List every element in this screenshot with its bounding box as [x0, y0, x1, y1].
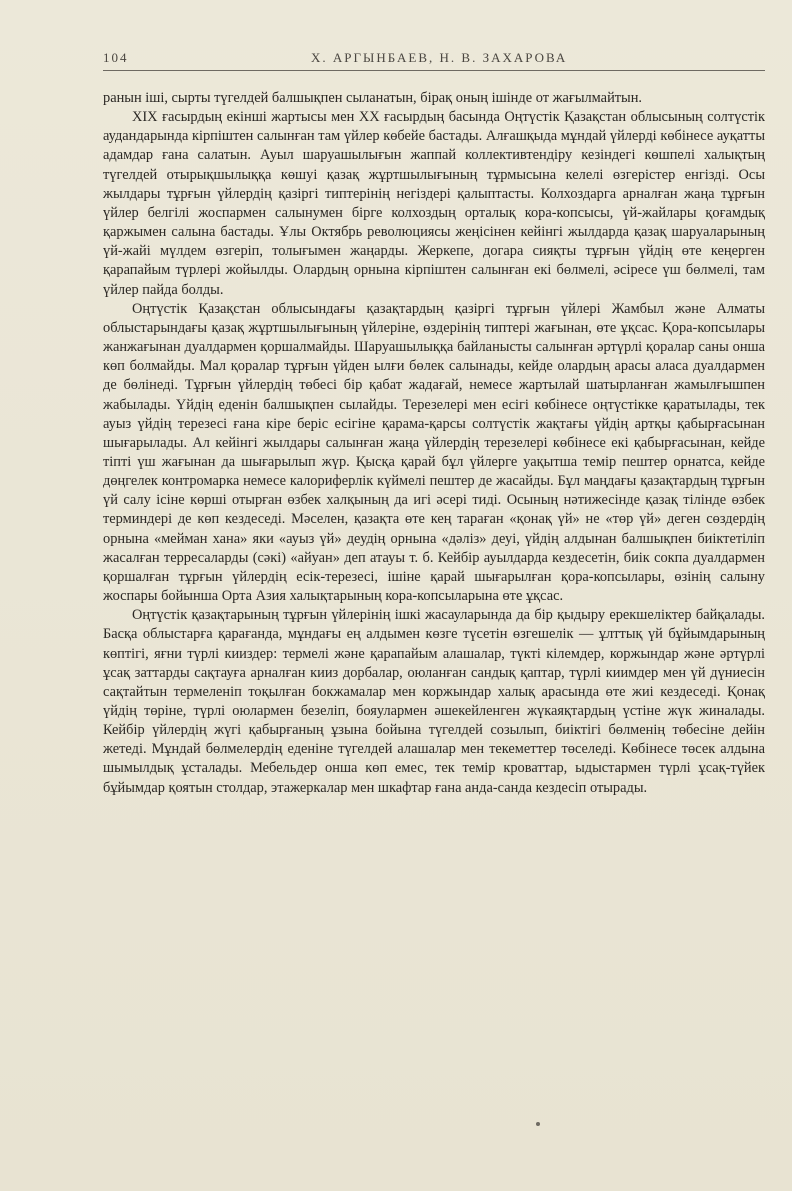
paragraph-continuation: ранын іші, сырты түгелдей балшықпен сыланатын, бірақ оның ішінде от жағылмайтын. — [103, 90, 643, 106]
paragraph: Оңтүстік қазақтарының тұрғын үйлерінің ішкі жасауларында да бір қыдыру ерекшеліктер байқалады. Басқа облыстарға қарағанда, мұндағы ең алдымен көзге түсетін өзгешелік — ұлттық үй бұйымдарының көптігі, яғни түрлі кииздер: термелі және қарапайым алашалар, түкті кілемдер, коржындар және әртүрлі ұсақ заттарды сақтауға арналған кииз дорбалар, оюланған сандық қаптар, түрлі киимдер мен үй дүниесін сақтайтын термеленіп тоқылған бокжамалар мен коржындар халық арасында өте жиі кездеседі. Қонақ үйдің төріне, түрлі оюлармен безеліп, бояулармен әшекейленген жүкаяқтардың үстіне жүк жиналады. Кейбір үйлердің жүгі қабырғаның ұзына бойына түгелдей созылып, биіктігі бөлменің төбесіне дейін жетеді. Мұндай бөлмелердің еденіне түгелдей алашалар мен текеметтер төселеді. Көбінесе төсек алдына шымылдық ұсталады. Мебельдер онша көп емес, тек темір кроваттар, ыдыстармен түрлі ұсақ-түйек бұйымдар қоятын столдар, этажеркалар мен шкафтар ғана анда-санда кездесіп отырады. — [103, 607, 765, 796]
paragraph: Оңтүстік Қазақстан облысындағы қазақтардың қазіргі тұрғын үйлері Жамбыл және Алматы облыстарындағы қазақ жұртшылығының үйлеріне, өздерінің типтері жағынан, өте ұқсас. Қора-копсылары жанжағынан дуалдармен қоршалмайды. Шаруашылыққа байланысты салынған әртүрлі қоралар саны онша көп болмайды. Мал қоралар тұрғын үйден ылғи бөлек салынады, кейде олардың арасы аласа дуалдармен де бөлінеді. Тұрғын үйлердің төбесі бір қабат жадағай, немесе жартылай шатырланған жамылғышпен жабылады. Үйдің еденін балшықпен сылайды. Терезелері мен есігі көбінесе оңтүстікке қаратылады, тек ауыз үйдің терезесі ғана кіре беріс есігіне қарама-қарсы солтүстік жақтағы үйдің артқы қабырғасынан шығарылады. Ал кейінгі жылдары салынған жаңа үйлердің терезелері көбінесе екі қабырғасынан, кейде тіпті үш жағынан да шығарылып жүр. Қысқа қарай бұл үйлерге уақытша темір пештер орнатса, кейде дөңгелек контромарка немесе калориферлік күймелі пештер де жасайды. Бұл маңдағы қазақтардың тұрғын үй салу ісіне көрші отырған өзбек халқының да игі әсері тиді. Осының нәтижесінде қазақ тілінде өзбек терминдері де көп кездеседі. Мәселен, қазақта өте кең тараған «қонақ үй» не «төр үй» деген сөздердің орнына «мейман хана» яки «ауыз үй» деудің орнына «дәліз» деуі, үйдің алдынан балшықпен биіктетіліп жасалған терресаларды (сәкі) «айуан» деп атауы т. б. Кейбір ауылдарда кездесетін, биік сокпа дуалдармен қоршалған тұрғын үйлердің есік-терезесі, ішіне қарай шығарылған қора-копсылары, өзінің салыну жоспары бойынша Орта Азия халықтарының кора-копсыларына өте ұқсас. — [103, 300, 765, 605]
body-text — [103, 89, 765, 798]
running-head-authors: Х. АРГЫНБАЕВ, Н. В. ЗАХАРОВА — [311, 50, 568, 65]
paragraph: XIX ғасырдың екінші жартысы мен XX ғасырдың басында Оңтүстік Қазақстан облысының солтүстік аудандарында кірпіштен салынған там үйлер көбейе бастады. Алғашқыда мұндай үйлерді көбінесе ауқатты адамдар ғана салатын. Ауыл шаруашылығын жаппай коллективтендіру кезіндегі көшпелі халықтың түгелдей отырықшылыққа көшуі қазақ жұртшылығының тұрмысына келелі өзгерістер енгізді. Осы жылдары тұрғын үйлердің қазіргі типтерінің негіздері қалыптасты. Колхоздарга арналған жаңа тұрғын үйлер белгілі жоспармен салынумен бірге колхоздың орталық кора-копсысы, үй-жайлары қоғамдық қаржымен салына бастады. Ұлы Октябрь революциясы жеңісінен кейінгі жылдарда қазақ шаруаларының үй-жайі мүлдем өзгеріп, толығымен жаңарды. Жеркепе, догара сияқты тұрғын үйдің өте кеңерген қарапайым түрлері жойылды. Олардың орнына кірпіштен салынған екі бөлмелі, әсіресе үш бөлмелі, там үйлер пайда болды. — [103, 109, 765, 298]
ink-speck — [536, 1122, 540, 1126]
header-rule — [103, 70, 765, 71]
page-number: 104 — [103, 50, 129, 65]
